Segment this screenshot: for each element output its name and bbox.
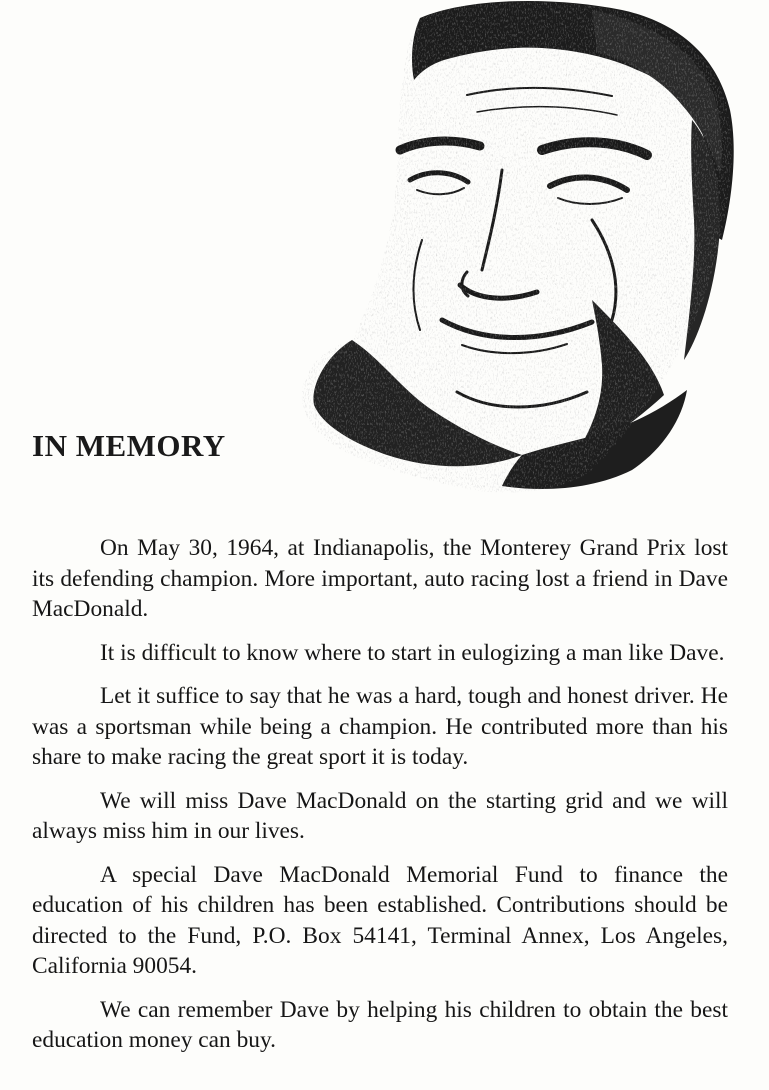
paragraph: We will miss Dave MacDonald on the starting grid and we will always miss him in our lives. [32, 787, 728, 844]
page-title: IN MEMORY [32, 428, 226, 463]
portrait-sketch-icon [292, 0, 742, 495]
paragraph: Let it suffice to say that he was a hard, tough and honest driver. He was a sportsman while being a champion. He contributed more than his share to make racing the great sport it is today. [32, 683, 728, 770]
paragraph: A special Dave MacDonald Memorial Fund to finance the education of his children has been established. Contributions should be directed to the Fund, P.O. Box 54141, Terminal Annex, Los Angeles, California 90054. [32, 861, 728, 979]
paragraph: We can remember Dave by helping his children to obtain the best education money can buy. [32, 996, 728, 1053]
article-body [32, 533, 728, 1069]
paragraph: On May 30, 1964, at Indianapolis, the Monterey Grand Prix lost its defending champion. More important, auto racing lost a friend in Dave MacDonald. [32, 535, 728, 622]
paragraph: It is difficult to know where to start in eulogizing a man like Dave. [100, 639, 725, 666]
